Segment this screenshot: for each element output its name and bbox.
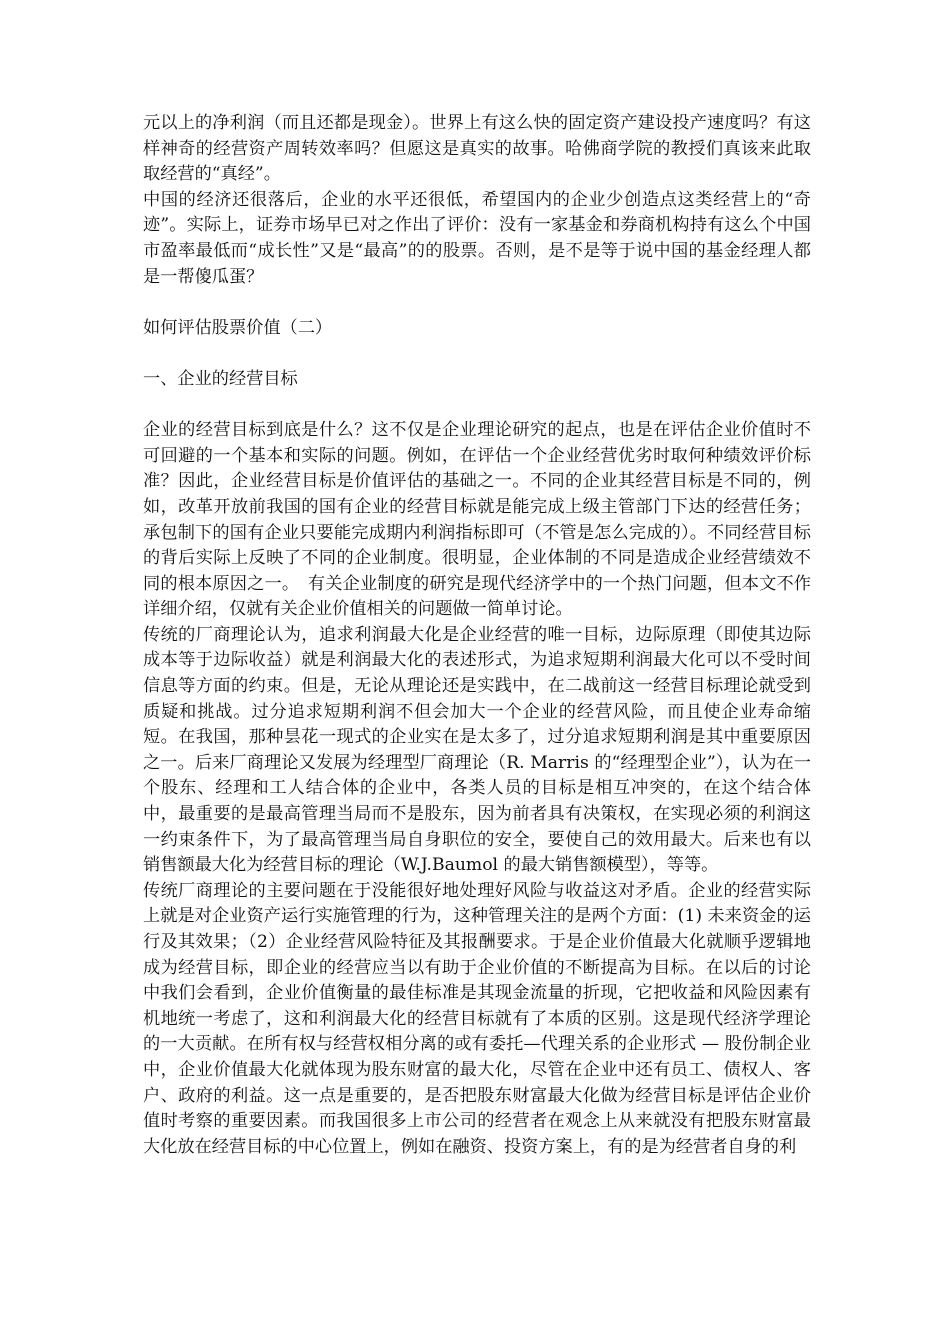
blank-line — [143, 341, 811, 367]
paragraph-risk-and-return: 传统厂商理论的主要问题在于没能很好地处理好风险与收益这对矛盾。企业的经营实际上就是对企业资产运行实施管理的行为，这种管理关注的是两个方面：(1) 未来资金的运行及其效果；（2）企业经营风险特征及其报酬要求。于是企业价值最大化就顺乎逻辑地成为经营目标，即企业的经营应当以有助于企业价值的不断提高为目标。在以后的讨论中我们会看到，企业价值衡量的最佳标准是其现金流量的折现，它把收益和风险因素有机地统一考虑了，这和利润最大化的经营目标就有了本质的区别。这是现代经济学理论的一大贡献。在所有权与经营权相分离的或有委托—代理关系的企业形式 — 股份制企业中，企业价值最大化就体现为股东财富的最大化，尽管在企业中还有员工、债权人、客户、政府的利益。这一点是重要的，是否把股东财富最大化做为经营目标是评估企业价值时考察的重要因素。而我国很多上市公司的经营者在观念上从来就没有把股东财富最大化放在经营目标的中心位置上，例如在融资、投资方案上，有的是为经营者自身的利 — [143, 880, 811, 1157]
section-heading: 一、企业的经营目标 — [143, 368, 298, 389]
paragraph-net-profit: 元以上的净利润（而且还都是现金）。世界上有这么快的固定资产建设投产速度吗？有这样神奇的经营资产周转效率吗？但愿这是真实的故事。哈佛商学院的教授们真该来此取取经营的“真经”。 — [143, 113, 811, 185]
paragraph-business-objectives: 企业的经营目标到底是什么？这不仅是企业理论研究的起点，也是在评估企业价值时不可回避的一个基本和实际的问题。例如，在评估一个企业经营优劣时取何种绩效评价标准？因此，企业经营目标是价值评估的基础之一。不同的企业其经营目标是不同的，例如，改革开放前我国的国有企业的经营目标就是能完成上级主管部门下达的经营任务；承包制下的国有企业只要能完成期内利润指标即可（不管是怎么完成的）。不同经营目标的背后实际上反映了不同的企业制度。很明显，企业体制的不同是造成企业经营绩效不同的根本原因之一。 有关企业制度的研究是现代经济学中的一个热门问题，但本文不作详细介绍，仅就有关企业价值相关的问题做一简单讨论。 — [143, 420, 811, 620]
paragraph-china-economy: 中国的经济还很落后，企业的水平还很低，希望国内的企业少创造点这类经营上的“奇迹”。实际上，证券市场早已对之作出了评价：没有一家基金和券商机构持有这么个中国市盈率最低而“成长性”又是“最高”的的股票。否则，是不是等于说中国的基金经理人都是一帮傻瓜蛋？ — [143, 189, 811, 287]
article-title: 如何评估股票价值（二） — [143, 317, 333, 338]
blank-line — [143, 393, 811, 419]
document-page — [143, 111, 811, 1160]
blank-line — [143, 290, 811, 316]
paragraph-traditional-theory: 传统的厂商理论认为，追求利润最大化是企业经营的唯一目标，边际原理（即使其边际成本等于边际收益）就是利润最大化的表述形式，为追求短期利润最大化可以不受时间信息等方面的约束。但是，无论从理论还是实践中，在二战前这一经营目标理论就受到质疑和挑战。过分追求短期利润不但会加大一个企业的经营风险，而且使企业寿命缩短。在我国，那种昙花一现式的企业实在是太多了，过分追求短期利润是其中重要原因之一。后来厂商理论又发展为经理型厂商理论（R. Marris 的“经理型企业”），认为在一个股东、经理和工人结合体的企业中，各类人员的目标是相互冲突的，在这个结合体中，最重要的是最高管理当局而不是股东，因为前者具有决策权，在实现必须的利润这一约束条件下，为了最高管理当局自身职位的安全，要使自己的效用最大。后来也有以销售额最大化为经营目标的理论（W.J.Baumol 的最大销售额模型），等等。 — [143, 624, 811, 876]
